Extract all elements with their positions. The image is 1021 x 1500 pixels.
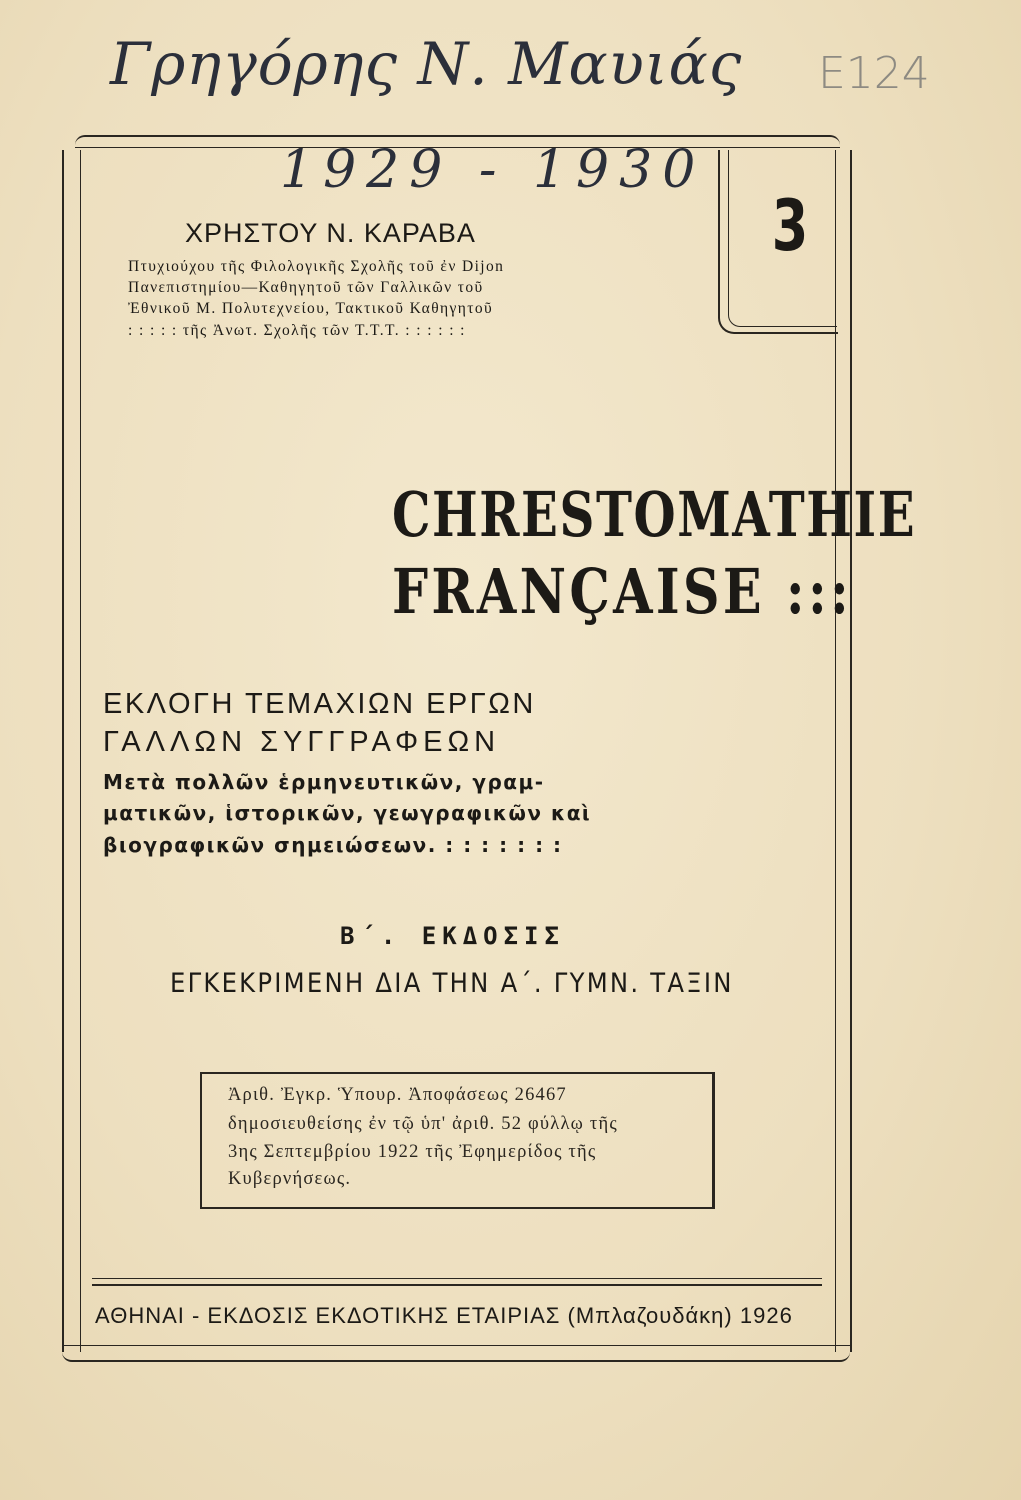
frame-bottom-border xyxy=(62,1345,850,1362)
book-title-line-2: FRANÇAISE ::: xyxy=(392,555,853,628)
author-credential-line: Ἐθνικοῦ Μ. Πολυτεχνείου, Τακτικοῦ Καθηγητοῦ xyxy=(128,300,494,317)
divider-rule xyxy=(92,1278,822,1279)
notes-line: βιογραφικῶν σημειώσεων. : : : : : : : xyxy=(103,833,563,857)
edition-label: Β΄. ΕΚΔΟΣΙΣ xyxy=(340,922,565,950)
author-name: ΧΡΗΣΤΟΥ Ν. ΚΑΡΑΒΑ xyxy=(185,218,476,248)
book-title-line-1: CHRESTOMATHIE xyxy=(392,478,917,551)
decree-line: 3ης Σεπτεμβρίου 1922 τῆς Ἐφημερίδος τῆς xyxy=(228,1142,597,1162)
school-years-handwriting: 1929 - 1930 xyxy=(280,140,706,200)
subtitle-line-2: ΓΑΛΛΩΝ ΣΥΓΓΡΑΦΕΩΝ xyxy=(103,726,501,758)
catalog-mark: E124 xyxy=(818,48,930,99)
decree-line: Κυβερνήσεως. xyxy=(228,1169,352,1189)
author-credential-line: Πτυχιούχου τῆς Φιλολογικῆς Σχολῆς τοῦ ἐν Dijon xyxy=(128,258,505,275)
approval-statement: ΕΓΚΕΚΡΙΜΕΝΗ ΔΙΑ ΤΗΝ Α΄. ΓΥΜΝ. ΤΑΞΙΝ xyxy=(170,968,734,999)
subtitle-line-1: ΕΚΛΟΓΗ ΤΕΜΑΧΙΩΝ ΕΡΓΩΝ xyxy=(103,688,536,720)
publisher-line: ΑΘΗΝΑΙ - ΕΚΔΟΣΙΣ ΕΚΔΟΤΙΚΗΣ ΕΤΑΙΡΙΑΣ (Μπλαζουδάκη) 1926 xyxy=(95,1303,793,1328)
decree-line: Ἀριθ. Ἐγκρ. Ὑπουρ. Ἀποφάσεως 26467 xyxy=(228,1085,567,1105)
notes-line: Μετὰ πολλῶν ἑρμηνευτικῶν, γραμ- xyxy=(103,770,545,794)
notes-line: ματικῶν, ἱστορικῶν, γεωγραφικῶν καὶ xyxy=(103,801,592,825)
divider-rule xyxy=(92,1284,822,1286)
frame-left-border xyxy=(62,150,81,1352)
volume-number: 3 xyxy=(771,185,809,267)
author-credential-line: : : : : : τῆς Ἀνωτ. Σχολῆς τῶν Τ.Τ.Τ. : : : : : : xyxy=(128,322,466,339)
decree-line: δημοσιευθείσης ἐν τῷ ὑπ' ἀριθ. 52 φύλλῳ τῆς xyxy=(228,1114,618,1134)
owner-signature: Γρηγόρης Ν. Μαυιάς xyxy=(110,30,743,98)
author-credential-line: Πανεπιστημίου—Καθηγητοῦ τῶν Γαλλικῶν τοῦ xyxy=(128,279,484,296)
